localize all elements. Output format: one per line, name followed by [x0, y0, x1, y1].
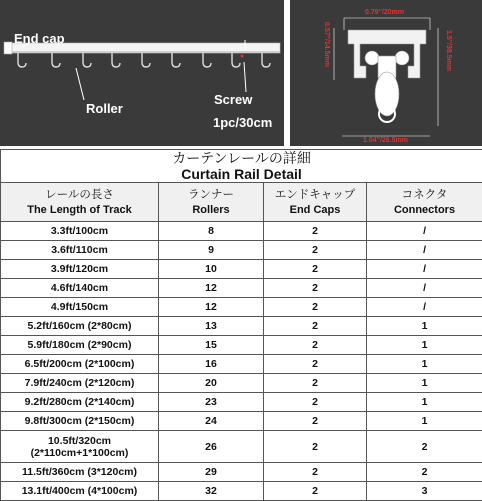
rollers-cell: 15	[159, 336, 264, 355]
header-connectors: コネクタ Connectors	[367, 183, 482, 222]
title-en: Curtain Rail Detail	[1, 166, 482, 182]
rollers-cell: 16	[159, 355, 264, 374]
length-cell: 13.1ft/400cm (4*100cm)	[1, 482, 159, 501]
rollers-cell: 20	[159, 374, 264, 393]
connectors-cell: /	[367, 279, 482, 298]
connectors-cell: /	[367, 222, 482, 241]
rollers-cell: 26	[159, 431, 264, 463]
table-row	[1, 393, 482, 412]
end-caps-cell: 2	[264, 463, 367, 482]
table-row	[1, 222, 482, 241]
table-title-row	[1, 150, 482, 183]
title-jp: カーテンレールの詳細	[1, 150, 482, 166]
connectors-cell: 1	[367, 374, 482, 393]
rail-photo-panel	[0, 0, 284, 146]
length-cell: 3.9ft/120cm	[1, 260, 159, 279]
end-caps-cell: 2	[264, 431, 367, 463]
connectors-cell: 1	[367, 336, 482, 355]
curtain-rail-table	[0, 149, 482, 501]
rollers-cell: 24	[159, 412, 264, 431]
end-caps-cell: 2	[264, 222, 367, 241]
rollers-cell: 8	[159, 222, 264, 241]
table-row	[1, 431, 482, 463]
table-row	[1, 463, 482, 482]
cross-section-illustration	[290, 0, 482, 146]
rollers-cell: 9	[159, 241, 264, 260]
rollers-cell: 13	[159, 317, 264, 336]
rollers-cell: 12	[159, 279, 264, 298]
length-cell: 7.9ft/240cm (2*120cm)	[1, 374, 159, 393]
roller-hook	[18, 53, 26, 67]
length-cell: 9.2ft/280cm (2*140cm)	[1, 393, 159, 412]
connectors-cell: 2	[367, 463, 482, 482]
end-caps-cell: 2	[264, 482, 367, 501]
length-cell: 4.9ft/150cm	[1, 298, 159, 317]
length-cell: 9.8ft/300cm (2*150cm)	[1, 412, 159, 431]
length-cell: 6.5ft/200cm (2*100cm)	[1, 355, 159, 374]
connectors-cell: 3	[367, 482, 482, 501]
rollers-cell: 29	[159, 463, 264, 482]
roller-hook	[142, 53, 150, 67]
width-dimension: 0.79"/20mm	[365, 9, 404, 16]
connectors-cell: 1	[367, 355, 482, 374]
bottom-width-dimension: 1.04"/26.5mm	[363, 137, 408, 144]
roller-hook	[83, 53, 91, 67]
length-cell: 3.6ft/110cm	[1, 241, 159, 260]
table-row	[1, 260, 482, 279]
connectors-cell: 1	[367, 317, 482, 336]
length-cell: 11.5ft/360cm (3*120cm)	[1, 463, 159, 482]
end-caps-cell: 2	[264, 336, 367, 355]
roller-label: Roller	[86, 101, 123, 116]
table-row	[1, 279, 482, 298]
end-caps-cell: 2	[264, 412, 367, 431]
length-cell: 4.6ft/140cm	[1, 279, 159, 298]
end-cap-label: End cap	[14, 31, 65, 46]
header-length: レールの長さ The Length of Track	[1, 183, 159, 222]
end-caps-cell: 2	[264, 355, 367, 374]
table-row	[1, 355, 482, 374]
end-caps-cell: 2	[264, 374, 367, 393]
screw-label: Screw	[214, 92, 252, 107]
table-row	[1, 317, 482, 336]
roller-hook	[262, 53, 270, 67]
right-height-dimension: 1.5"/38.5mm	[445, 30, 452, 71]
table-row	[1, 298, 482, 317]
rollers-cell: 12	[159, 298, 264, 317]
length-cell: 5.9ft/180cm (2*90cm)	[1, 336, 159, 355]
end-caps-cell: 2	[264, 298, 367, 317]
end-caps-cell: 2	[264, 279, 367, 298]
end-caps-cell: 2	[264, 317, 367, 336]
connectors-cell: /	[367, 298, 482, 317]
top-illustrations	[0, 0, 482, 146]
cross-section-panel	[290, 0, 482, 146]
rollers-cell: 32	[159, 482, 264, 501]
end-caps-cell: 2	[264, 393, 367, 412]
roller-hook	[112, 53, 120, 67]
rollers-cell: 10	[159, 260, 264, 279]
table-row	[1, 241, 482, 260]
connectors-cell: /	[367, 241, 482, 260]
roller-hook	[203, 53, 211, 67]
table-title	[1, 150, 482, 183]
end-caps-cell: 2	[264, 260, 367, 279]
connectors-cell: 1	[367, 412, 482, 431]
table-body	[1, 222, 482, 501]
rollers-cell: 23	[159, 393, 264, 412]
length-cell: 5.2ft/160cm (2*80cm)	[1, 317, 159, 336]
header-end-caps: エンドキャップ End Caps	[264, 183, 367, 222]
table-row	[1, 412, 482, 431]
roller-hook	[232, 53, 240, 67]
roller-hook	[52, 53, 60, 67]
screw-spacing-label: 1pc/30cm	[213, 115, 272, 130]
length-cell: 10.5ft/320cm (2*110cm+1*100cm)	[1, 431, 159, 463]
connectors-cell: 1	[367, 393, 482, 412]
left-height-dimension: 0.57"/14.5mm	[323, 22, 330, 67]
connectors-cell: 2	[367, 431, 482, 463]
table-row	[1, 336, 482, 355]
table-row	[1, 482, 482, 501]
roller-hook	[172, 53, 180, 67]
connectors-cell: /	[367, 260, 482, 279]
length-cell: 3.3ft/100cm	[1, 222, 159, 241]
header-rollers: ランナー Rollers	[159, 183, 264, 222]
table-header-row	[1, 183, 482, 222]
end-caps-cell: 2	[264, 241, 367, 260]
table-row	[1, 374, 482, 393]
